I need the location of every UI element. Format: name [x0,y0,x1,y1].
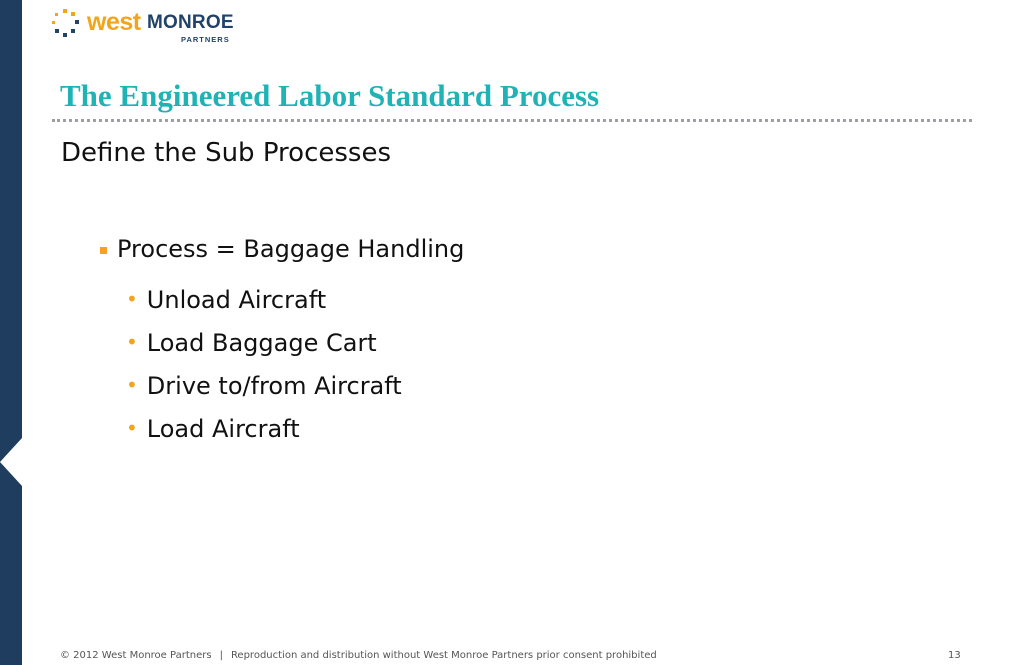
list-item [126,407,402,450]
sub-bullet-list [126,278,402,450]
logo-west-text: west [87,8,141,36]
sub-bullet-text: Unload Aircraft [146,286,327,314]
slide-subtitle: Define the Sub Processes [61,138,391,168]
main-bullet-text: Process = Baggage Handling [117,235,465,263]
square-bullet-icon [100,247,107,254]
sub-bullet-text: Drive to/from Aircraft [146,372,402,400]
dot-bullet-icon: • [126,330,138,354]
slide-title: The Engineered Labor Standard Process [60,78,600,113]
page-number: 13 [948,650,961,661]
logo-dots-icon [50,8,82,40]
sub-bullet-text: Load Aircraft [146,415,300,443]
dot-bullet-icon: • [126,416,138,440]
list-item [126,278,402,321]
footer-separator: | [219,650,223,661]
logo-partners-text: PARTNERS [181,35,230,44]
list-item [126,364,402,407]
company-logo [50,7,250,47]
logo-monroe-text: MONROE [147,12,234,33]
title-divider [52,119,972,122]
list-item [126,321,402,364]
main-bullet [100,234,464,264]
footer-notice: Reproduction and distribution without West Monroe Partners prior consent prohibited [230,650,657,661]
dot-bullet-icon: • [126,287,138,311]
left-accent-bar [0,0,22,665]
footer-copyright: © 2012 West Monroe Partners [60,650,212,661]
left-bar-notch [0,438,22,486]
footer [60,649,657,662]
sub-bullet-text: Load Baggage Cart [146,329,377,357]
dot-bullet-icon: • [126,373,138,397]
